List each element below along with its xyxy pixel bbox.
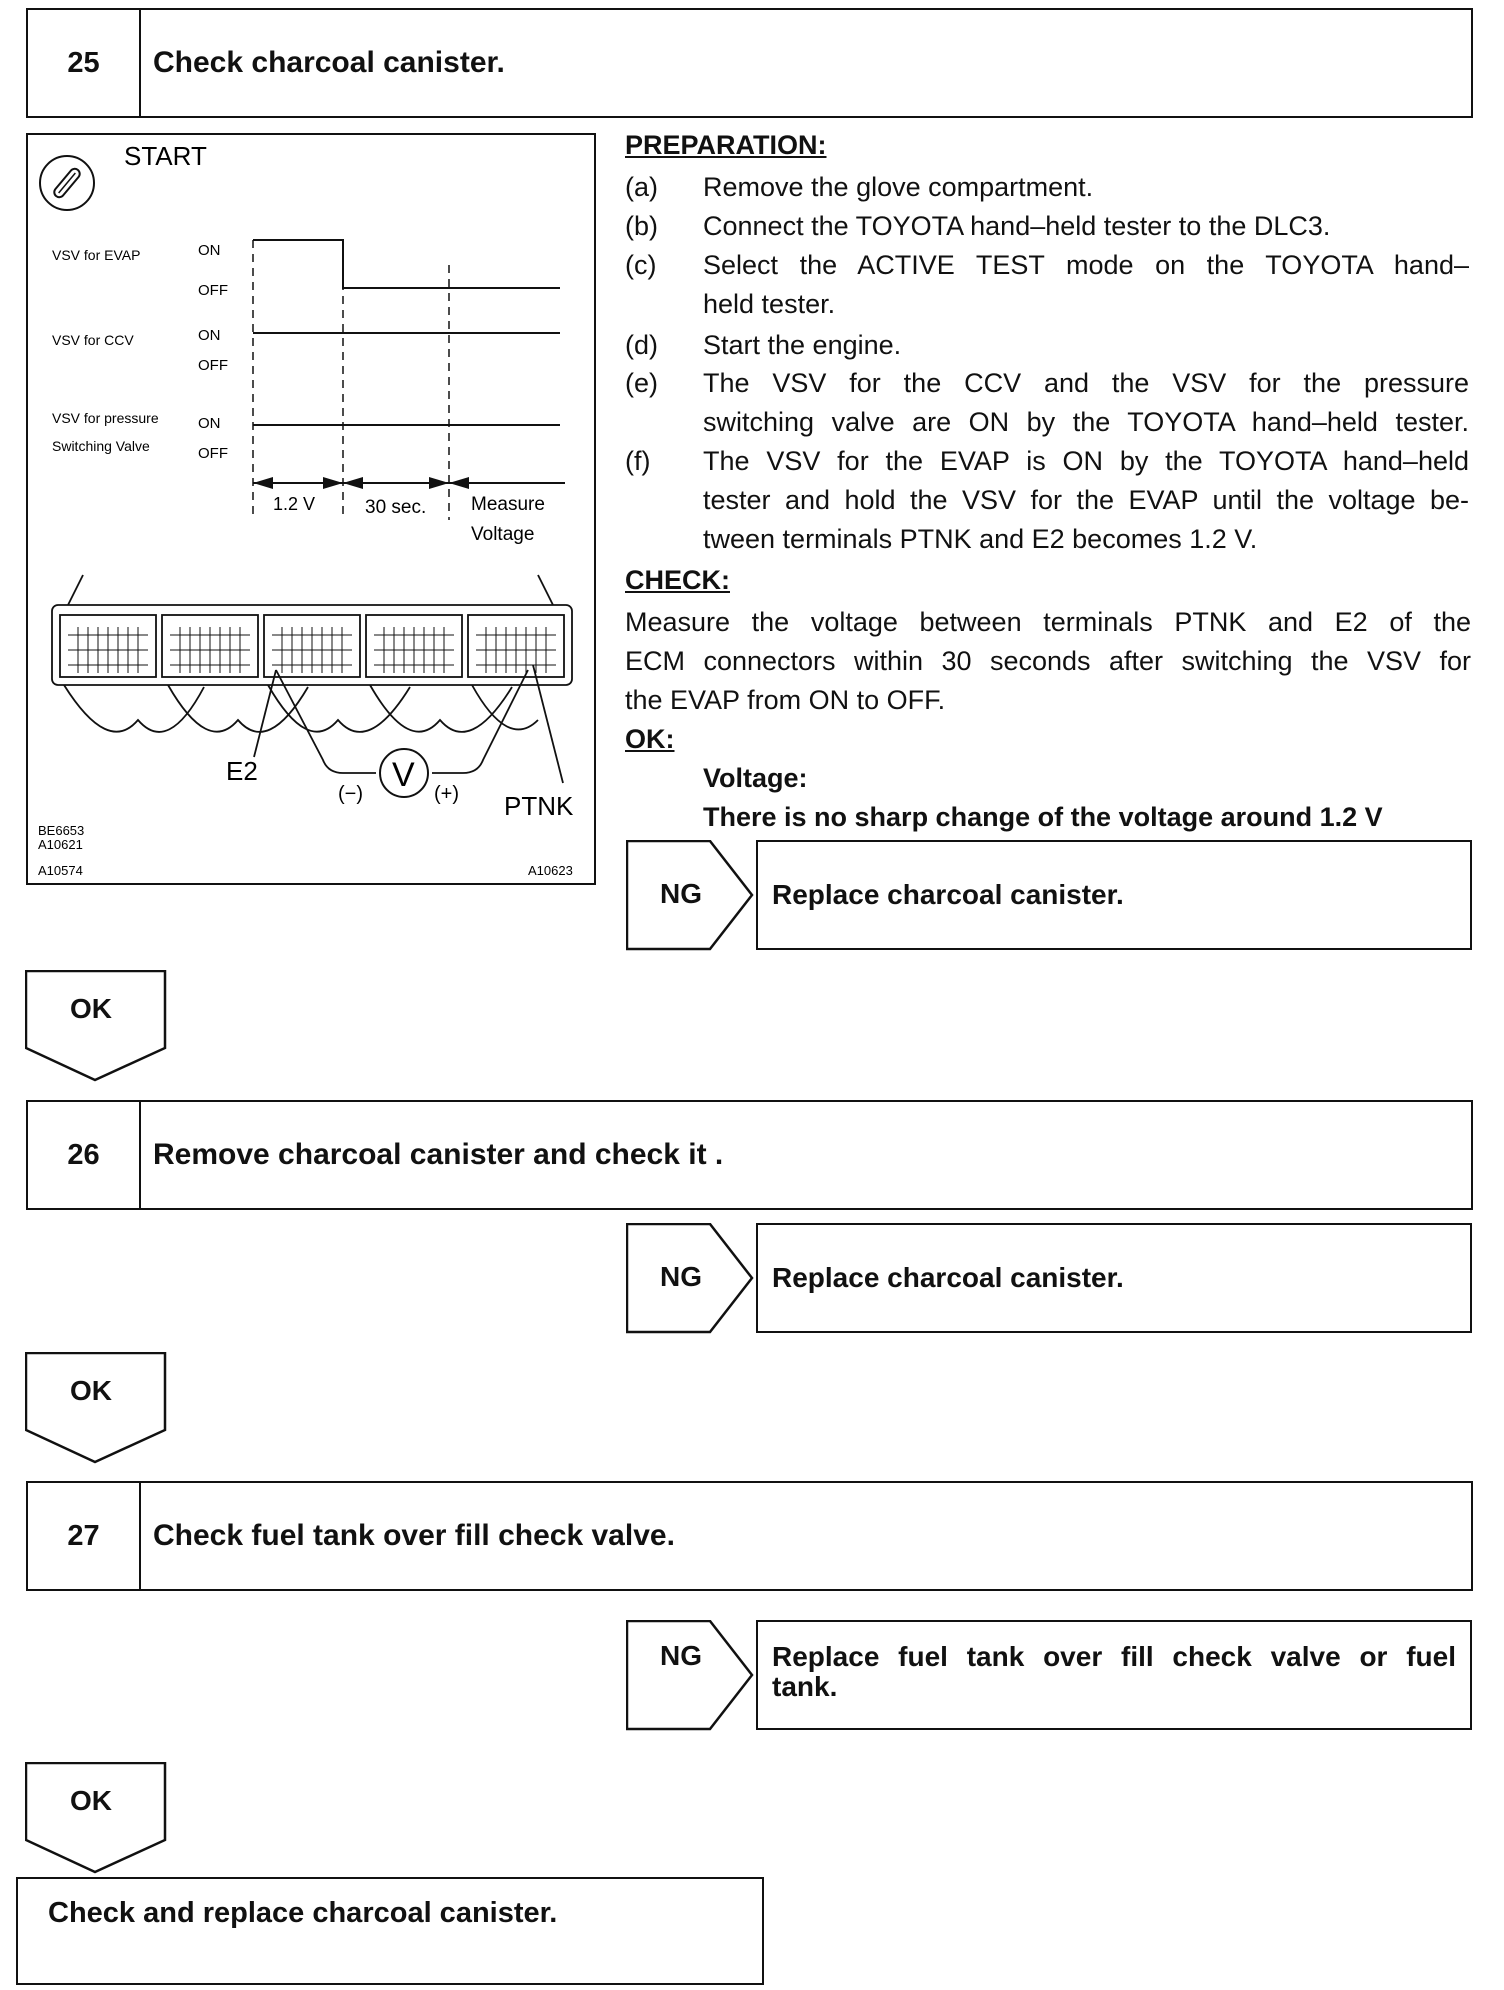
interval-1-label: 1.2 V	[273, 494, 316, 514]
ng-action-26: Replace charcoal canister.	[756, 1223, 1472, 1333]
final-action-box	[16, 1877, 764, 1985]
terminal-ptnk-label: PTNK	[504, 791, 574, 821]
check-text: Measure the voltage between terminals PTNK and E2 of the ECM connectors within 30 seconds after switching the VSV for the EVAP from ON to OFF.	[625, 607, 1471, 715]
step-27-header	[26, 1481, 1473, 1591]
figure-code-1: BE6653	[38, 823, 85, 838]
prep-item-c: (c) Select the ACTIVE TEST mode on the TOYOTA hand– held tester.	[625, 250, 1469, 319]
row-label-evap: VSV for EVAP	[52, 247, 141, 263]
ng-label-26: NG	[660, 1261, 702, 1292]
ng-action-25: Replace charcoal canister.	[756, 840, 1472, 950]
ok-spec-label: Voltage:	[703, 763, 808, 793]
row-label-pressure: VSV for pressure	[52, 410, 159, 426]
interval-3-label-2: Voltage	[471, 524, 535, 545]
ok-arrow-26	[25, 1352, 167, 1464]
ok-arrow-25	[25, 970, 167, 1082]
ok-label-27: OK	[70, 1785, 112, 1816]
final-action-text: Check and replace charcoal canister.	[48, 1897, 558, 1929]
ng-action-27-line-1: Replace fuel tank over fill check valve or fuel	[772, 1641, 1456, 1672]
ok-heading: OK:	[625, 724, 675, 754]
row-label-pressure-2: Switching Valve	[52, 438, 150, 454]
row-on-evap: ON	[198, 242, 221, 259]
start-icon	[40, 156, 94, 210]
ng-action-27	[756, 1620, 1472, 1730]
timing-and-connector-figure	[26, 133, 596, 885]
row-label-ccv: VSV for CCV	[52, 332, 134, 348]
step-number: 25	[28, 10, 141, 116]
figure-code-3: A10574	[38, 863, 83, 878]
terminal-e2-label: E2	[226, 756, 258, 786]
meter-minus: (−)	[338, 783, 363, 805]
step-25-header	[26, 8, 1473, 118]
row-off-evap: OFF	[198, 282, 228, 299]
time-markers	[253, 240, 449, 520]
ok-label-25: OK	[70, 993, 112, 1024]
start-label: START	[124, 141, 207, 171]
row-on-pressure: ON	[198, 415, 221, 432]
row-off-pressure: OFF	[198, 445, 228, 462]
meter-plus: (+)	[434, 783, 459, 805]
prep-item-f: (f) The VSV for the EVAP is ON by the TOYOTA hand–held tester and hold the VSV for the EVAP until the voltage be- tween terminals PTNK and E2 becomes 1.2 V.	[625, 446, 1469, 554]
figure-code-right: A10623	[528, 863, 573, 878]
step-title: Check charcoal canister.	[153, 46, 505, 79]
waveforms	[253, 240, 560, 425]
ecm-connector-drawing	[52, 575, 572, 783]
check-heading: CHECK:	[625, 565, 730, 595]
voltmeter-symbol: V	[392, 756, 415, 794]
step-title: Check fuel tank over fill check valve.	[153, 1519, 675, 1552]
step-title: Remove charcoal canister and check it .	[153, 1138, 724, 1171]
figure-code-2: A10621	[38, 837, 83, 852]
ng-action-27-line-2: tank.	[772, 1671, 838, 1702]
row-off-ccv: OFF	[198, 357, 228, 374]
step-number: 27	[28, 1483, 141, 1589]
preparation-heading: PREPARATION:	[625, 130, 827, 160]
interval-2-label: 30 sec.	[365, 497, 427, 518]
ng-arrow-27	[626, 1620, 754, 1731]
figure-drawing	[28, 135, 594, 883]
ng-label-27: NG	[660, 1640, 702, 1671]
step-26-header	[26, 1100, 1473, 1210]
interval-3-label: Measure	[471, 494, 545, 515]
ok-spec-value: There is no sharp change of the voltage around 1.2 V	[703, 802, 1383, 832]
step-number: 26	[28, 1102, 141, 1208]
ok-label-26: OK	[70, 1375, 112, 1406]
prep-item-e: (e) The VSV for the CCV and the VSV for the pressure switching valve are ON by the TOYOTA hand–held tester.	[625, 368, 1469, 437]
ng-label-25: NG	[660, 878, 702, 909]
ok-arrow-27	[25, 1762, 167, 1874]
row-on-ccv: ON	[198, 327, 221, 344]
